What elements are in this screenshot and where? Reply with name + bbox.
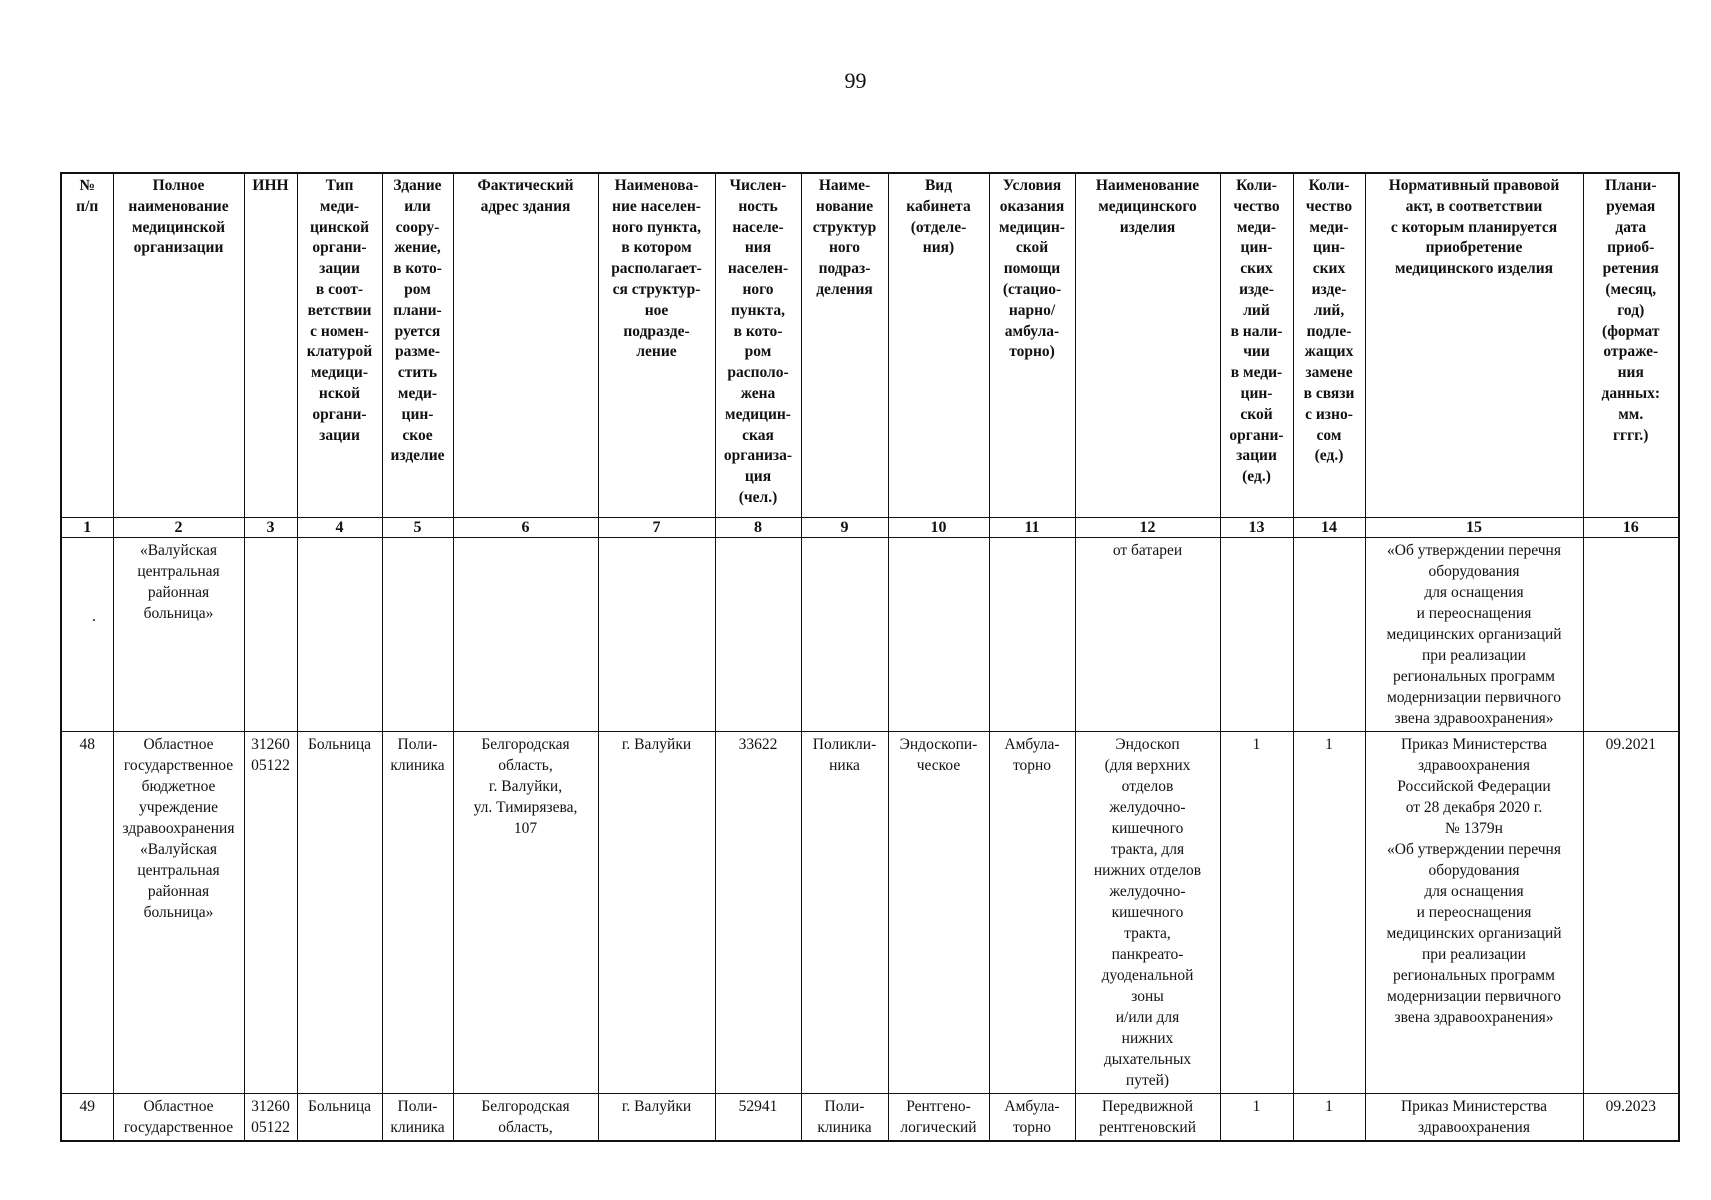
equipment-table bbox=[60, 172, 1680, 1142]
address-cell: Белгородская область, г. Валуйки, ул. Тимирязева, 107 bbox=[453, 731, 598, 1093]
device-cell: Передвижной рентгеновский bbox=[1075, 1093, 1220, 1141]
col-header-address: Фактический адрес здания bbox=[453, 173, 598, 517]
col-header-unit: Наиме- нование структур ного подраз- деления bbox=[801, 173, 888, 517]
col-header-org-name: Полное наименование медицинской организации bbox=[113, 173, 244, 517]
col-header-qty-replace: Коли- чество меди- цин- ских изде- лий, подле- жащих замене в связи с изно- сом (ед.) bbox=[1293, 173, 1365, 517]
org-name-cell: Областное государственное бюджетное учреждение здравоохранения «Валуйская центральная районная больница» bbox=[113, 731, 244, 1093]
col-header-locality: Наименова- ние населен- ного пункта, в котором располагает- ся структур- ное подразде- ление bbox=[598, 173, 715, 517]
locality-cell: г. Валуйки bbox=[598, 1093, 715, 1141]
unit-cell bbox=[801, 537, 888, 731]
col-number: 9 bbox=[801, 517, 888, 537]
org-type-cell bbox=[297, 537, 382, 731]
unit-cell: Поли- клиника bbox=[801, 1093, 888, 1141]
col-number: 15 bbox=[1365, 517, 1583, 537]
qty-have-cell bbox=[1220, 537, 1293, 731]
qty-replace-cell bbox=[1293, 537, 1365, 731]
col-number: 13 bbox=[1220, 517, 1293, 537]
conditions-cell: Амбула- торно bbox=[989, 731, 1075, 1093]
unit-cell: Поликли- ника bbox=[801, 731, 888, 1093]
qty-have-cell: 1 bbox=[1220, 1093, 1293, 1141]
col-header-building: Здание или соору- жение, в кото- ром плани- руется разме- стить меди- цин- ское изделие bbox=[382, 173, 453, 517]
org-type-cell: Больница bbox=[297, 1093, 382, 1141]
col-header-device: Наименование медицинского изделия bbox=[1075, 173, 1220, 517]
stray-mark: . bbox=[92, 607, 96, 625]
table-row bbox=[61, 1093, 1679, 1141]
col-number: 10 bbox=[888, 517, 989, 537]
col-number: 11 bbox=[989, 517, 1075, 537]
col-header-legal-act: Нормативный правовой акт, в соответствии с которым планируется приобретение медицинского изделия bbox=[1365, 173, 1583, 517]
inn-cell: 31260 05122 bbox=[244, 731, 297, 1093]
building-cell: Поли- клиника bbox=[382, 1093, 453, 1141]
population-cell: 52941 bbox=[715, 1093, 801, 1141]
address-cell bbox=[453, 537, 598, 731]
col-header-cabinet: Вид кабинета (отделе- ния) bbox=[888, 173, 989, 517]
qty-have-cell: 1 bbox=[1220, 731, 1293, 1093]
cabinet-cell bbox=[888, 537, 989, 731]
date-cell: 09.2023 bbox=[1583, 1093, 1679, 1141]
col-header-number: № п/п bbox=[61, 173, 113, 517]
locality-cell bbox=[598, 537, 715, 731]
col-number: 16 bbox=[1583, 517, 1679, 537]
col-number: 6 bbox=[453, 517, 598, 537]
col-header-org-type: Тип меди- цинской органи- зации в соот- ветствии с номен- клатурой медици- нской органи- зации bbox=[297, 173, 382, 517]
row-number-cell bbox=[61, 537, 113, 731]
col-number: 3 bbox=[244, 517, 297, 537]
column-number-row bbox=[61, 517, 1679, 537]
col-header-population: Числен- ность населе- ния населен- ного пункта, в кото- ром располо- жена медицин- ская организа- ция (чел.) bbox=[715, 173, 801, 517]
org-name-cell: Областное государственное bbox=[113, 1093, 244, 1141]
col-number: 2 bbox=[113, 517, 244, 537]
col-number: 7 bbox=[598, 517, 715, 537]
col-number: 1 bbox=[61, 517, 113, 537]
locality-cell: г. Валуйки bbox=[598, 731, 715, 1093]
col-header-date: Плани- руемая дата приоб- ретения (месяц, год) (формат отраже- ния данных: мм. гггг.) bbox=[1583, 173, 1679, 517]
inn-cell: 31260 05122 bbox=[244, 1093, 297, 1141]
building-cell bbox=[382, 537, 453, 731]
col-header-conditions: Условия оказания медицин- ской помощи (стацио- нарно/ амбула- торно) bbox=[989, 173, 1075, 517]
col-number: 14 bbox=[1293, 517, 1365, 537]
legal-act-cell: Приказ Министерства здравоохранения Российской Федерации от 28 декабря 2020 г. № 1379н «Об утверждении перечня оборудования для оснащения и переоснащения медицинских организаций при реализации региональных программ модернизации первичного звена здравоохранения» bbox=[1365, 731, 1583, 1093]
org-type-cell: Больница bbox=[297, 731, 382, 1093]
population-cell bbox=[715, 537, 801, 731]
col-number: 4 bbox=[297, 517, 382, 537]
qty-replace-cell: 1 bbox=[1293, 731, 1365, 1093]
org-name-cell: «Валуйская центральная районная больница» bbox=[113, 537, 244, 731]
col-number: 5 bbox=[382, 517, 453, 537]
conditions-cell: Амбула- торно bbox=[989, 1093, 1075, 1141]
row-number-cell: 49 bbox=[61, 1093, 113, 1141]
legal-act-cell: «Об утверждении перечня оборудования для оснащения и переоснащения медицинских организаций при реализации региональных программ модернизации первичного звена здравоохранения» bbox=[1365, 537, 1583, 731]
row-number-cell: 48 bbox=[61, 731, 113, 1093]
device-cell: от батареи bbox=[1075, 537, 1220, 731]
inn-cell bbox=[244, 537, 297, 731]
col-header-inn: ИНН bbox=[244, 173, 297, 517]
col-header-qty-have: Коли- чество меди- цин- ских изде- лий в нали- чии в меди- цин- ской органи- зации (ед.) bbox=[1220, 173, 1293, 517]
col-number: 12 bbox=[1075, 517, 1220, 537]
date-cell: 09.2021 bbox=[1583, 731, 1679, 1093]
device-cell: Эндоскоп (для верхних отделов желудочно- кишечного тракта, для нижних отделов желудочно- кишечного тракта, панкреато- дуоденальной зоны и/или для нижних дыхательных путей) bbox=[1075, 731, 1220, 1093]
qty-replace-cell: 1 bbox=[1293, 1093, 1365, 1141]
table-row bbox=[61, 731, 1679, 1093]
cabinet-cell: Рентгено- логический bbox=[888, 1093, 989, 1141]
header-row bbox=[61, 173, 1679, 517]
page-number: 99 bbox=[844, 68, 867, 93]
address-cell: Белгородская область, bbox=[453, 1093, 598, 1141]
population-cell: 33622 bbox=[715, 731, 801, 1093]
cabinet-cell: Эндоскопи- ческое bbox=[888, 731, 989, 1093]
legal-act-cell: Приказ Министерства здравоохранения bbox=[1365, 1093, 1583, 1141]
col-number: 8 bbox=[715, 517, 801, 537]
building-cell: Поли- клиника bbox=[382, 731, 453, 1093]
conditions-cell bbox=[989, 537, 1075, 731]
table-row bbox=[61, 537, 1679, 731]
date-cell bbox=[1583, 537, 1679, 731]
